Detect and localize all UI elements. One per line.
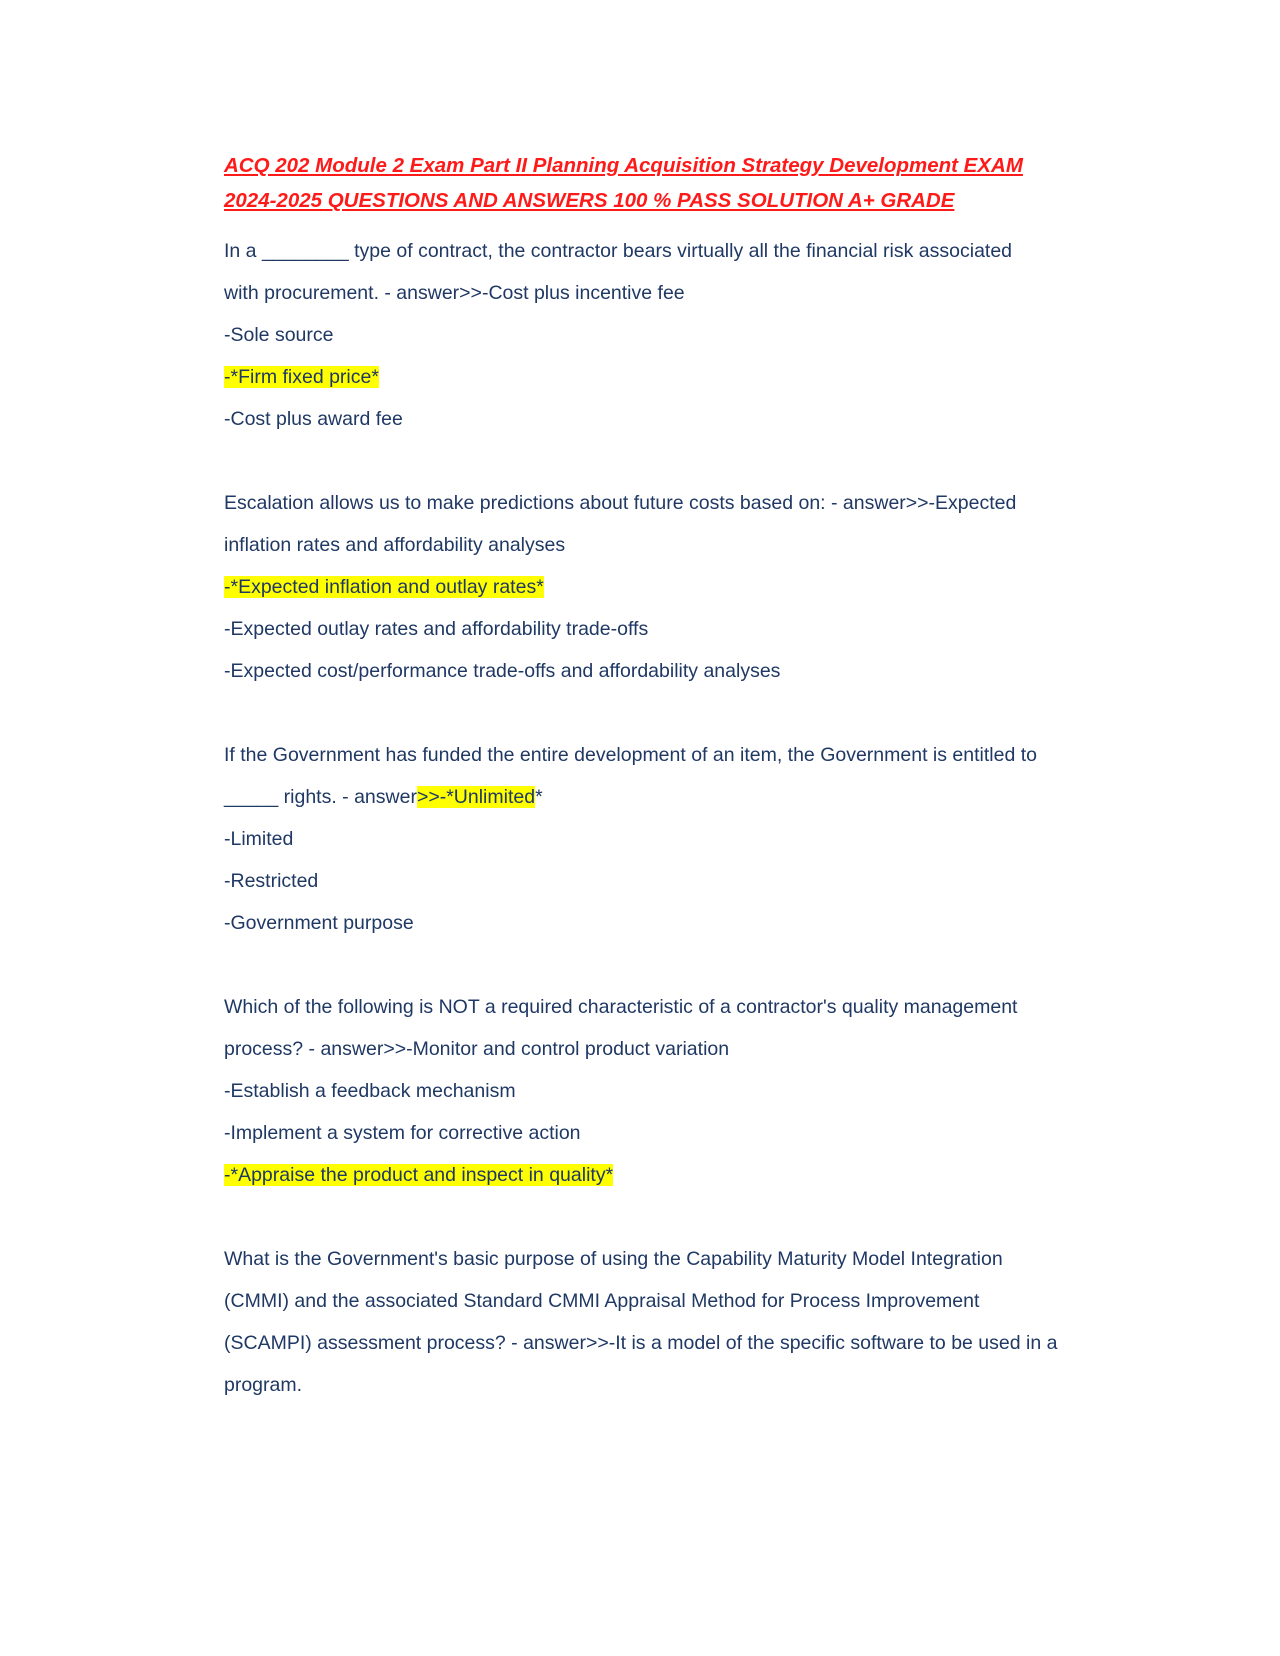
answer-option: -Establish a feedback mechanism (224, 1080, 516, 1102)
correct-answer-highlight: -*Firm fixed price* (224, 366, 379, 388)
answer-option: -Expected cost/performance trade-offs and affordability analyses (224, 660, 781, 682)
title-line-2: 2024-2025 QUESTIONS AND ANSWERS 100 % PASS SOLUTION A+ GRADE (224, 189, 955, 212)
question-text: (CMMI) and the associated Standard CMMI Appraisal Method for Process Improvement (224, 1290, 980, 1312)
question-text: In a ________ type of contract, the contractor bears virtually all the financial risk associated (224, 240, 1013, 262)
question-text (224, 776, 1124, 818)
question-3 (224, 734, 1124, 944)
answer-option: -Cost plus award fee (224, 408, 403, 430)
question-text: (SCAMPI) assessment process? - answer>>-It is a model of the specific software to be used in a (224, 1332, 1058, 1354)
correct-answer-highlight: -*Appraise the product and inspect in quality* (224, 1164, 614, 1186)
question-text: If the Government has funded the entire development of an item, the Government is entitled to (224, 744, 1037, 766)
answer-option: -Government purpose (224, 912, 414, 934)
question-text: Which of the following is NOT a required characteristic of a contractor's quality management (224, 996, 1018, 1018)
question-text: inflation rates and affordability analyses (224, 534, 566, 556)
answer-option: -Sole source (224, 324, 334, 346)
question-text-end: * (535, 786, 543, 808)
question-text: Escalation allows us to make predictions about future costs based on: - answer>>-Expected (224, 492, 1017, 514)
question-text: What is the Government's basic purpose of using the Capability Maturity Model Integration (224, 1248, 1003, 1270)
question-text-start: _____ rights. - answer (224, 786, 417, 808)
question-5 (224, 1238, 1124, 1406)
question-4 (224, 986, 1124, 1196)
document-title (224, 148, 1124, 218)
question-text: program. (224, 1374, 303, 1396)
answer-option: -Restricted (224, 870, 319, 892)
question-2 (224, 482, 1124, 692)
question-text: process? - answer>>-Monitor and control product variation (224, 1038, 730, 1060)
question-text: with procurement. - answer>>-Cost plus incentive fee (224, 282, 685, 304)
answer-option: -Limited (224, 828, 294, 850)
answer-option: -Expected outlay rates and affordability trade-offs (224, 618, 649, 640)
answer-option: -Implement a system for corrective action (224, 1122, 581, 1144)
correct-answer-highlight: -*Expected inflation and outlay rates* (224, 576, 544, 598)
correct-answer-highlight: >>-*Unlimited (416, 786, 536, 808)
title-line-1: ACQ 202 Module 2 Exam Part II Planning Acquisition Strategy Development EXAM (224, 154, 1023, 177)
question-1 (224, 230, 1124, 440)
document-content (224, 148, 1124, 1406)
